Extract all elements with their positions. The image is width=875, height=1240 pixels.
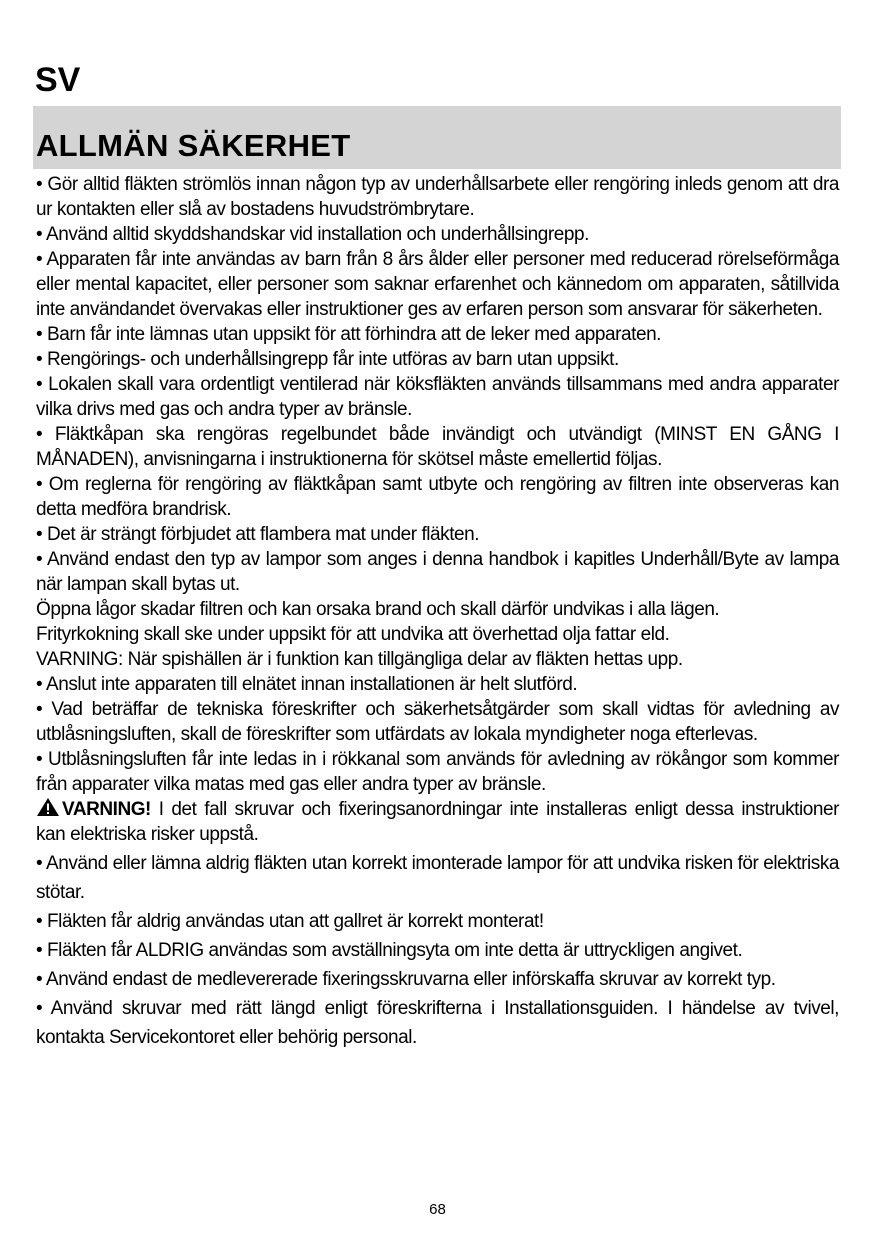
warning-label: VARNING! [62,799,151,820]
paragraph: • Använd endast den typ av lampor som anges i denna handbok i kapitles Underhåll/Byte av lampa när lampan skall bytas ut. [36,549,839,595]
paragraph: VARNING: När spishällen är i funktion kan tillgängliga delar av fläkten hettas upp. [36,649,683,670]
section-title: ALLMÄN SÄKERHET [36,128,351,163]
language-code: SV [35,61,81,99]
safety-instructions [36,172,839,1052]
paragraph: • Använd alltid skyddshandskar vid installation och underhållsingrepp. [36,224,589,245]
paragraph: • Apparaten får inte användas av barn från 8 års ålder eller personer med reducerad rörelseförmåga eller mental kapacitet, eller personer som saknar erfarenhet och kännedom om apparaten, såtillvida inte användandet övervakas eller instruktioner ges av erfaren person som ansvarar för säkerheten. [36,249,839,320]
warning-paragraph [36,797,839,847]
paragraph: • Om reglerna för rengöring av fläktkåpan samt utbyte och rengöring av filtren inte observeras kan detta medföra brandrisk. [36,474,839,520]
paragraph: • Utblåsningsluften får inte ledas in i rökkanal som används för avledning av rökångor som kommer från apparater vilka matas med gas eller andra typer av bränsle. [36,749,839,795]
warning-text: I det fall skruvar och fixeringsanordningar inte installeras enligt dessa instruktioner kan elektriska risker uppstå. [36,799,839,845]
paragraph: • Vad beträffar de tekniska föreskrifter och säkerhetsåtgärder som skall vidtas för avledning av utblåsningsluften, skall de föreskrifter som utfärdats av lokala myndigheter noga efterlevas. [36,699,839,745]
paragraph: • Lokalen skall vara ordentligt ventilerad när köksfläkten används tillsammans med andra apparater vilka drivs med gas och andra typer av bränsle. [36,374,839,420]
paragraph: • Barn får inte lämnas utan uppsikt för att förhindra att de leker med apparaten. [36,324,662,345]
paragraph: • Fläkten får ALDRIG användas som avställningsyta om inte detta är uttryckligen angivet. [36,940,743,961]
paragraph: • Fläktkåpan ska rengöras regelbundet både invändigt och utvändigt (MINST EN GÅNG I MÅNADEN), anvisningarna i instruktionerna för skötsel måste emellertid följas. [36,424,839,470]
page-number: 68 [429,1201,446,1218]
paragraph: Öppna lågor skadar filtren och kan orsaka brand och skall därför undvikas i alla lägen. [36,599,720,620]
warning-triangle-icon [36,797,60,817]
paragraph: • Gör alltid fläkten strömlös innan någon typ av underhållsarbete eller rengöring inleds genom att dra ur kontakten eller slå av bostadens huvudströmbrytare. [36,174,839,220]
paragraph: • Fläkten får aldrig användas utan att gallret är korrekt monterat! [36,911,544,932]
paragraph: • Rengörings- och underhållsingrepp får inte utföras av barn utan uppsikt. [36,349,619,370]
paragraph: • Anslut inte apparaten till elnätet innan installationen är helt slutförd. [36,674,578,695]
paragraph: • Använd skruvar med rätt längd enligt föreskrifterna i Installationsguiden. I händelse av tvivel, kontakta Servicekontoret eller behörig personal. [36,998,839,1048]
paragraph: • Det är strängt förbjudet att flambera mat under fläkten. [36,524,480,545]
paragraph: • Använd endast de medlevererade fixeringsskruvarna eller införskaffa skruvar av korrekt typ. [36,969,776,990]
paragraph: • Använd eller lämna aldrig fläkten utan korrekt imonterade lampor för att undvika risken för elektriska stötar. [36,853,839,903]
paragraph: Frityrkokning skall ske under uppsikt för att undvika att överhettad olja fattar eld. [36,624,670,645]
